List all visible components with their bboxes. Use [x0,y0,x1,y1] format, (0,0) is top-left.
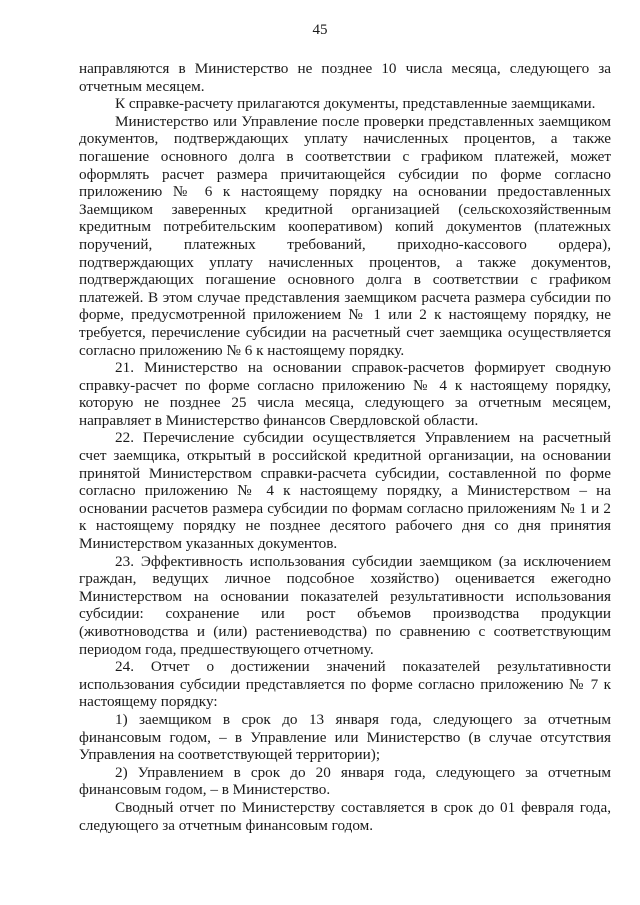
paragraph-subsidy-calculation: Министерство или Управление после проверки представленных заемщиком документов, подтверждающих уплату начисленных процентов, а также погашение основного долга в соответствии с графиком платежей, может оформлять расчет размера причитающейся субсидии по форме согласно приложению № 6 к настоящему порядку на основании предоставленных Заемщиком заверенных кредитной организацией (сельскохозяйственным кредитным потребительским кооперативом) копий документов (платежных поручений, платежных требований, приходно-кассового ордера), подтверждающих уплату начисленных процентов, а также документов, подтверждающих погашение основного долга в соответствии с графиком платежей. В этом случае представления заемщиком расчета размера субсидии по форме, предусмотренной приложением № 1 или 2 к настоящему порядку, не требуется, перечисление субсидии на расчетный счет заемщика осуществляется согласно приложению № 6 к настоящему порядку. [79,112,611,359]
paragraph-attachments: К справке-расчету прилагаются документы, представленные заемщиками. [115,95,596,113]
paragraph-clause-23: 23. Эффективность использования субсидии заемщиком (за исключением граждан, ведущих личное подсобное хозяйство) оценивается ежегодно Министерством на основании показателей результативности использования субсидии: сохранение или рост объемов производства продукции (животноводства и (или) растениеводства) по сравнению с соответствующим периодом года, предшествующего отчетному. [79,552,611,658]
paragraph-clause-22: 22. Перечисление субсидии осуществляется Управлением на расчетный счет заемщика, открытый в российской кредитной организации, на основании принятой Министерством справки-расчета субсидии, составленной по форме согласно приложению № 4 к настоящему порядку, а Министерством – на основании расчетов размера субсидии по формам согласно приложениям № 1 и 2 к настоящему порядку не позднее десятого рабочего дня со дня принятия Министерством указанных документов. [79,429,611,553]
paragraph-clause-24: 24. Отчет о достижении значений показателей результативности использования субсидии представляется по форме согласно приложению № 7 к настоящему порядку: [79,658,611,711]
paragraph-summary-report: Сводный отчет по Министерству составляется в срок до 01 февраля года, следующего за отчетным финансовым годом. [79,798,611,834]
paragraph-clause-24-item-2: 2) Управлением в срок до 20 января года, следующего за отчетным финансовым годом, – в Министерство. [79,763,611,799]
paragraph-continuation: направляются в Министерство не позднее 10 числа месяца, следующего за отчетным месяцем. [79,60,611,95]
paragraph-clause-24-item-1: 1) заемщиком в срок до 13 января года, следующего за отчетным финансовым годом, – в Управление или Министерство (в случае отсутствия Управления на соответствующей территории); [79,710,611,764]
page-number: 45 [312,22,328,38]
paragraph-clause-21: 21. Министерство на основании справок-расчетов формирует сводную справку-расчет по форме согласно приложению № 4 к настоящему порядку, которую не позднее 25 числа месяца, следующего за отчетным месяцем, направляет в Министерство финансов Свердловской области. [79,359,611,429]
document-body [79,60,611,834]
